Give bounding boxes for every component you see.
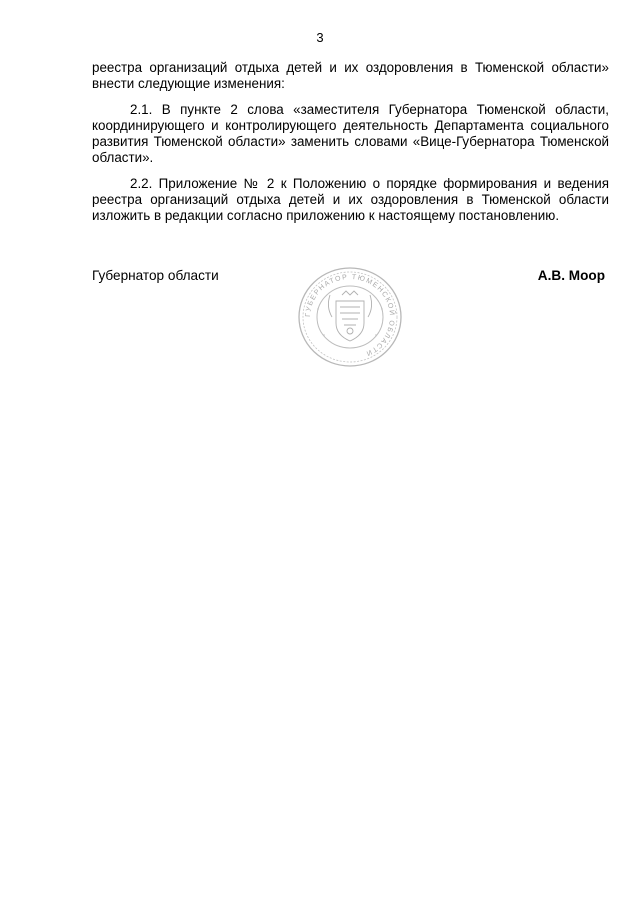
paragraph-2-2: 2.2. Приложение № 2 к Положению о порядке формирования и ведения реестра организаций отдыха детей и их оздоровления в Тюменской области изложить в редакции согласно приложению к настоящему постановлению. (92, 175, 609, 224)
page-number: 3 (316, 30, 324, 45)
document-body (92, 60, 609, 225)
signatory-name: А.В. Моор (537, 268, 605, 283)
official-seal-stamp (296, 265, 404, 369)
seal-ring-text: ГУБЕРНАТОР ТЮМЕНСКОЙ ОБЛАСТИ (304, 273, 396, 357)
paragraph-intro: реестра организаций отдыха детей и их оздоровления в Тюменской области» внести следующие изменения: (92, 60, 609, 92)
paragraph-2-1: 2.1. В пункте 2 слова «заместителя Губернатора Тюменской области, координирующего и контролирующего деятельность Департамента социального развития Тюменской области» заменить словами «Вице-Губернатора Тюменской области». (92, 101, 609, 166)
signatory-title: Губернатор области (92, 268, 219, 283)
coat-of-arms-emblem (328, 291, 371, 341)
